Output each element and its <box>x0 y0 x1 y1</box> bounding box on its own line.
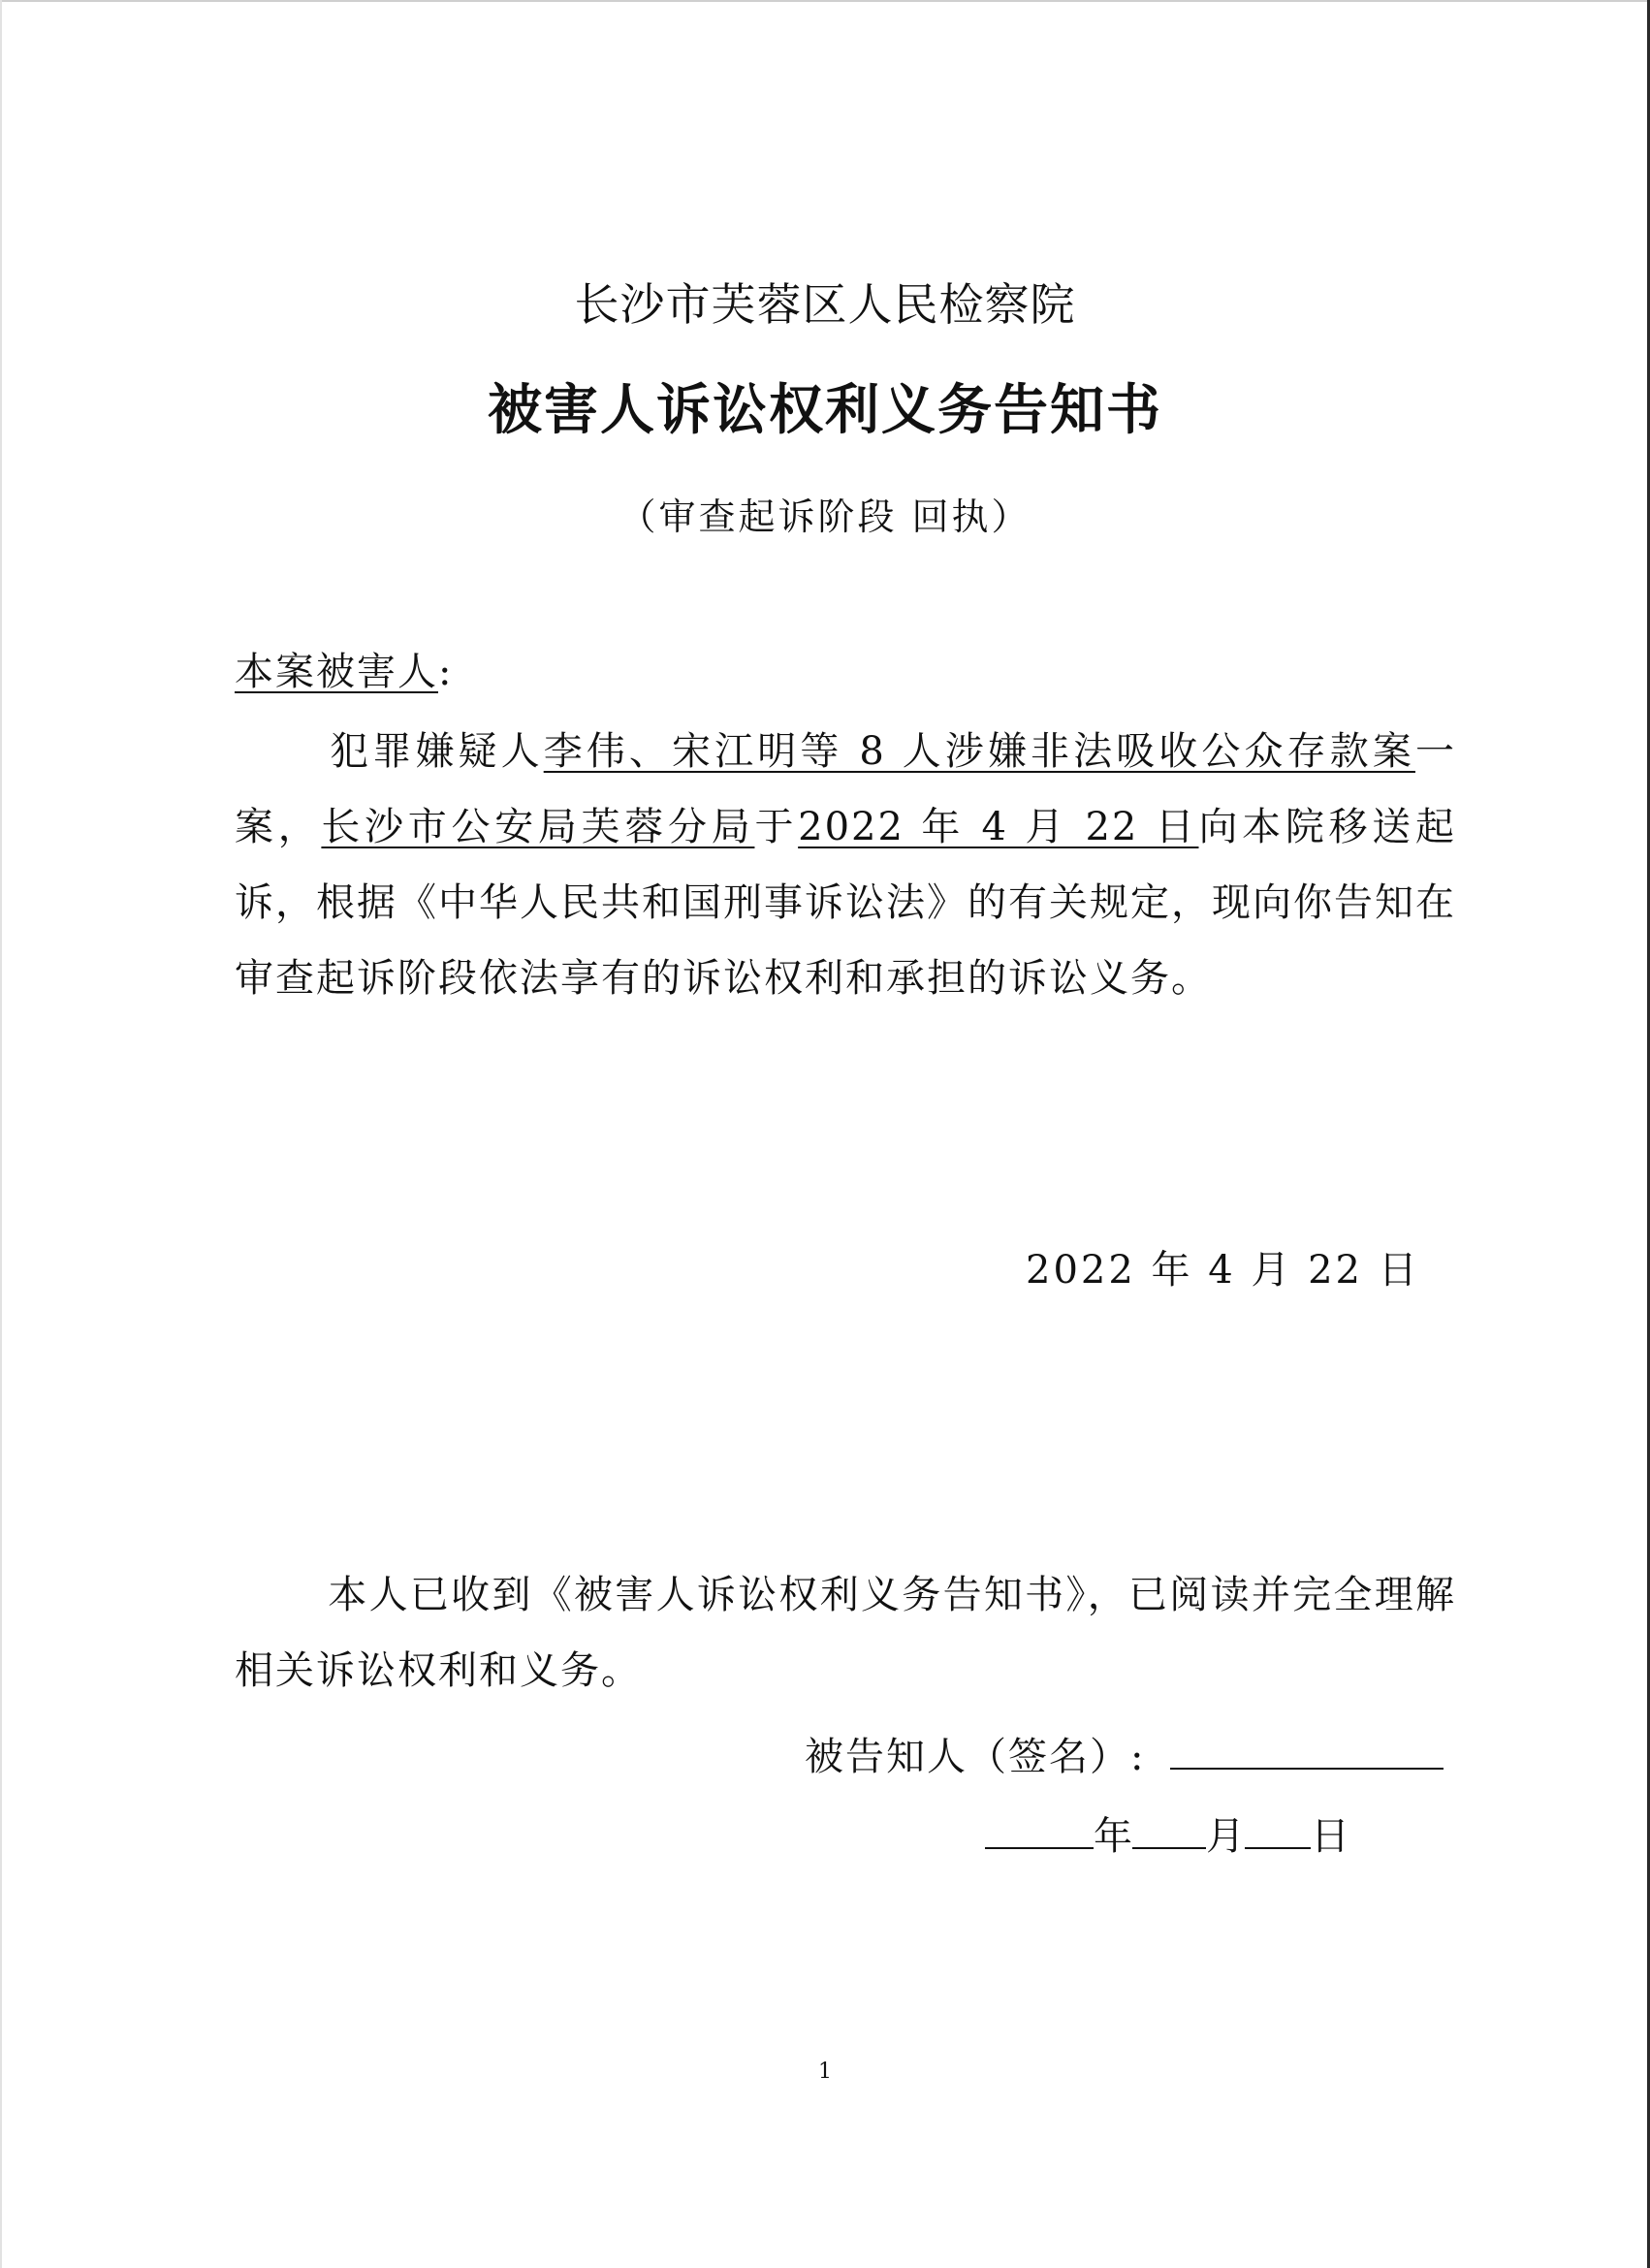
signature-label: 被告知人（签名）: <box>805 1735 1146 1779</box>
p1-prefix: 犯罪嫌疑人 <box>328 729 544 774</box>
p1-mid1: 一案， <box>235 729 1456 849</box>
month-field[interactable] <box>1132 1812 1206 1849</box>
signature-date-row <box>985 1809 1349 1864</box>
page-number: 1 <box>818 2060 832 2084</box>
salutation <box>235 645 453 699</box>
day-label: 日 <box>1311 1814 1349 1859</box>
transfer-date: 2022 年 4 月 22 日 <box>798 805 1199 849</box>
year-label: 年 <box>1094 1814 1132 1859</box>
notice-paragraph <box>235 714 1456 1016</box>
salutation-colon: : <box>438 650 454 694</box>
case-name: 李伟、宋江明等 8 人涉嫌非法吸收公众存款案 <box>543 729 1415 774</box>
document-title: 被害人诉讼权利义务告知书 <box>488 378 1162 442</box>
issue-date: 2022 年 4 月 22 日 <box>1026 1248 1420 1293</box>
document-subtitle: （审查起诉阶段 回执） <box>619 495 1031 538</box>
scan-edge-left <box>0 0 2 2268</box>
day-field[interactable] <box>1245 1812 1311 1849</box>
signature-row <box>805 1730 1444 1784</box>
salutation-name: 本案被害人 <box>235 650 438 694</box>
signature-field[interactable] <box>1170 1733 1444 1770</box>
organization-name: 长沙市芙蓉区人民检察院 <box>574 278 1076 331</box>
year-field[interactable] <box>985 1812 1094 1849</box>
p1-mid2: 于 <box>754 805 799 849</box>
acknowledgement-text: 本人已收到《被害人诉讼权利义务告知书》，已阅读并完全理解相关诉讼权利和义务。 <box>235 1573 1456 1693</box>
transferring-agency: 长沙市公安局芙蓉分局 <box>321 805 755 849</box>
month-label: 月 <box>1206 1814 1245 1859</box>
p1-suffix: 向本院移送起诉，根据《中华人民共和国刑事诉讼法》的有关规定，现向你告知在审查起诉阶段依法享有的诉讼权利和承担的诉讼义务。 <box>235 805 1456 1001</box>
acknowledgement-paragraph <box>235 1557 1456 1709</box>
scan-edge-top <box>0 0 1650 2</box>
